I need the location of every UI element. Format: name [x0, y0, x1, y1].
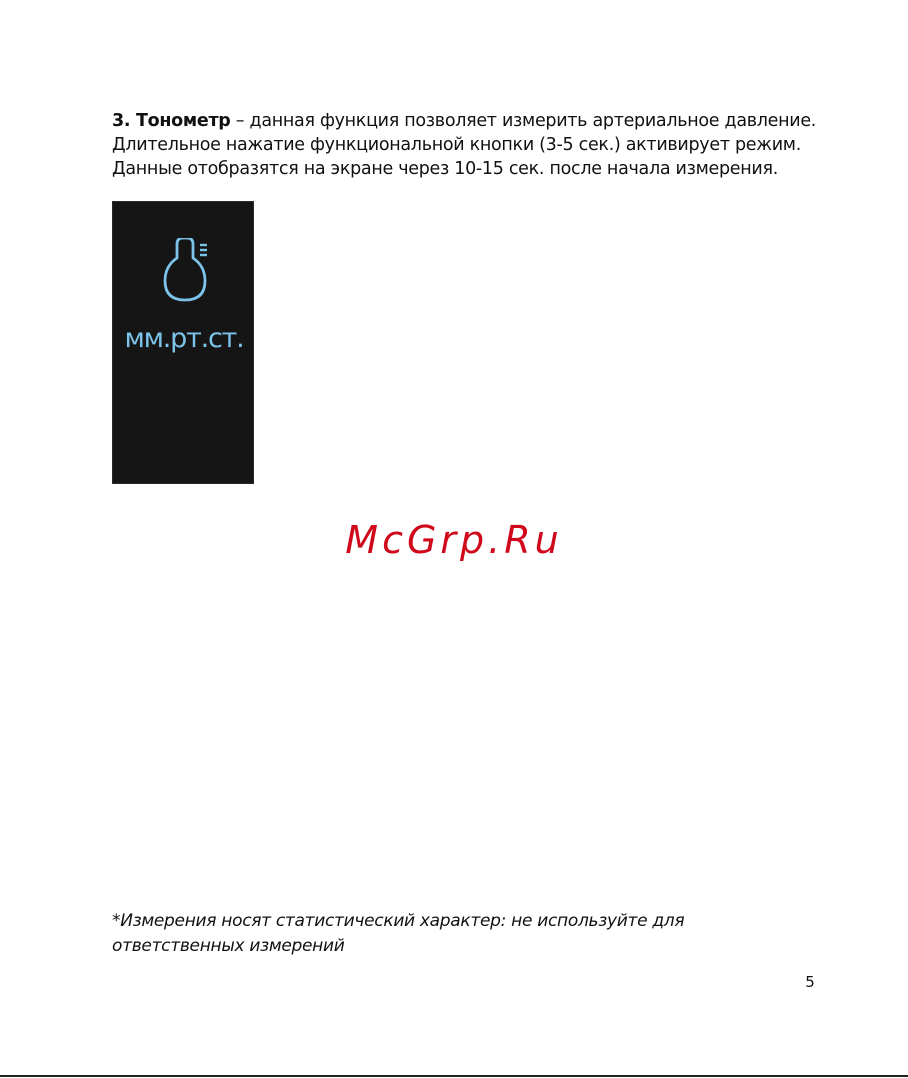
description-line-2: Длительное нажатие функциональной кнопки (3-5 сек.) активирует режим. — [112, 135, 801, 155]
description-line-3: Данные отобразятся на экране через 10-15 сек. после начала измерения. — [112, 159, 778, 179]
pressure-unit-label: мм.рт.ст. — [124, 323, 244, 354]
description-line-1-text: – данная функция позволяет измерить артериальное давление. — [230, 111, 817, 131]
footnote-line-2: ответственных измерений — [112, 936, 345, 956]
tonometer-bulb-icon — [157, 238, 219, 310]
tonometer-section — [112, 109, 817, 181]
page-number: 5 — [805, 973, 815, 991]
watermark: McGrp.Ru — [345, 518, 563, 562]
tonometer-description — [112, 109, 817, 181]
bottom-divider — [0, 1075, 908, 1077]
section-heading: 3. Тонометр — [112, 111, 231, 131]
device-screen-image — [112, 201, 254, 484]
footnote — [112, 909, 752, 959]
description-line-1 — [112, 109, 817, 133]
footnote-line-1: *Измерения носят статистический характер: не используйте для — [112, 911, 685, 931]
